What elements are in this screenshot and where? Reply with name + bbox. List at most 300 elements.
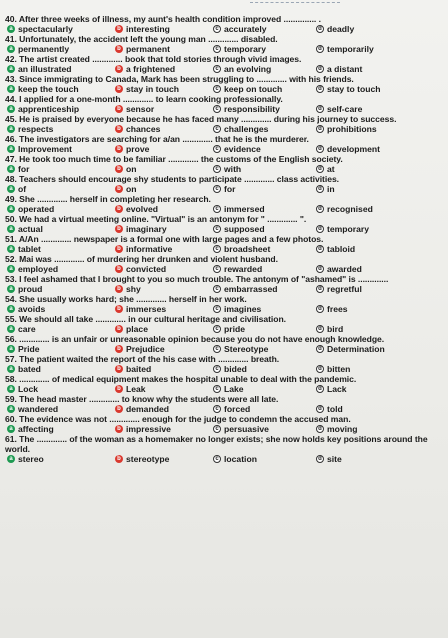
answer-option[interactable] [316,164,436,174]
answer-option[interactable] [115,124,213,134]
option-text: a distant [327,64,363,74]
option-text: persuasive [224,424,269,434]
answer-options [7,44,442,54]
answer-option[interactable] [316,44,436,54]
option-text: of [18,184,27,194]
question-stem: 45. He is praised by everyone because he has faced many ............. during his journey to success. [5,114,397,124]
answer-options [7,124,442,134]
option-letter-badge: c [213,45,221,53]
option-letter-badge: b [115,165,123,173]
option-letter-badge: a [7,305,15,313]
option-letter-badge: c [213,385,221,393]
option-text: Leak [126,384,146,394]
answer-option[interactable] [7,404,115,414]
option-text: bitten [327,364,351,374]
option-letter-badge: d [316,325,324,333]
option-text: demanded [126,404,169,414]
option-letter-badge: a [7,425,15,433]
question-item [5,294,442,314]
option-text: affecting [18,424,54,434]
question-stem: 61. The ............. of the woman as a homemaker no longer exists; she now holds key positions around the world. [5,434,428,454]
option-letter-badge: b [115,305,123,313]
option-text: avoids [18,304,46,314]
option-letter-badge: c [213,245,221,253]
option-letter-badge: b [115,365,123,373]
option-letter-badge: b [115,385,123,393]
option-letter-badge: d [316,345,324,353]
option-letter-badge: d [316,25,324,33]
option-text: apprenticeship [18,104,80,114]
answer-option[interactable] [213,264,316,274]
option-text: on [126,164,137,174]
answer-option[interactable] [316,124,436,134]
answer-option[interactable] [7,104,115,114]
answer-options [7,164,442,174]
option-text: impressive [126,424,171,434]
option-letter-badge: b [115,405,123,413]
answer-option[interactable] [213,164,316,174]
option-text: self-care [327,104,363,114]
option-text: operated [18,204,55,214]
question-item [5,154,442,174]
question-stem: 47. He took too much time to be familiar ............. the customs of the English society. [5,154,343,164]
option-text: Lock [18,384,39,394]
question-item [5,194,442,214]
answer-options [7,324,442,334]
option-letter-badge: b [115,45,123,53]
answer-option[interactable] [316,264,436,274]
option-letter-badge: a [7,145,15,153]
answer-options [7,244,442,254]
answer-option[interactable] [213,384,316,394]
option-text: immersed [224,204,265,214]
option-letter-badge: d [316,405,324,413]
answer-option[interactable] [316,424,436,434]
option-letter-badge: a [7,185,15,193]
question-item [5,54,442,74]
option-letter-badge: a [7,65,15,73]
answer-option[interactable] [115,404,213,414]
option-text: challenges [224,124,269,134]
answer-option[interactable] [213,324,316,334]
option-text: convicted [126,264,167,274]
option-text: responsibility [224,104,280,114]
answer-options [7,304,442,314]
option-text: on [126,184,137,194]
option-text: prohibitions [327,124,377,134]
option-letter-badge: b [115,185,123,193]
question-item [5,254,442,274]
question-stem: 52. Mai was ............. of murdering her drunken and violent husband. [5,254,278,264]
question-stem: 55. We should all take ............. in our cultural heritage and civilisation. [5,314,286,324]
option-letter-badge: b [115,325,123,333]
option-text: tablet [18,244,41,254]
answer-option[interactable] [7,384,115,394]
answer-option[interactable] [115,64,213,74]
answer-option[interactable] [7,84,115,94]
question-stem: 50. We had a virtual meeting online. "Virtual" is an antonym for " ............. ". [5,214,307,224]
option-text: immerses [126,304,167,314]
answer-option[interactable] [115,104,213,114]
option-letter-badge: a [7,165,15,173]
option-letter-badge: a [7,265,15,273]
answer-option[interactable] [115,184,213,194]
answer-option[interactable] [213,144,316,154]
option-text: permanent [126,44,170,54]
answer-options [7,404,442,414]
answer-option[interactable] [213,304,316,314]
option-letter-badge: d [316,185,324,193]
answer-option[interactable] [115,284,213,294]
option-letter-badge: c [213,345,221,353]
option-text: spectacularly [18,24,73,34]
option-text: supposed [224,224,265,234]
answer-option[interactable] [115,204,213,214]
answer-options [7,224,442,234]
option-letter-badge: a [7,245,15,253]
option-letter-badge: b [115,225,123,233]
option-letter-badge: b [115,265,123,273]
option-text: bated [18,364,41,374]
option-letter-badge: b [115,145,123,153]
option-text: keep on touch [224,84,283,94]
option-letter-badge: c [213,265,221,273]
option-letter-badge: d [316,205,324,213]
option-letter-badge: c [213,405,221,413]
answer-option[interactable] [316,224,436,234]
option-letter-badge: a [7,85,15,93]
answer-option[interactable] [213,244,316,254]
answer-option[interactable] [213,24,316,34]
question-item [5,334,442,354]
question-item [5,394,442,414]
question-stem: 58. ............. of medical equipment makes the hospital unable to deal with the pandemic. [5,374,357,384]
option-text: wandered [18,404,59,414]
answer-option[interactable] [213,224,316,234]
option-text: pride [224,324,246,334]
answer-option[interactable] [316,284,436,294]
answer-option[interactable] [115,244,213,254]
answer-option[interactable] [115,424,213,434]
answer-option[interactable] [115,24,213,34]
question-stem: 42. The artist created ............. book that told stories through vivid images. [5,54,302,64]
option-text: tabloid [327,244,356,254]
option-letter-badge: d [316,85,324,93]
option-letter-badge: b [115,285,123,293]
answer-option[interactable] [7,364,115,374]
option-text: prove [126,144,150,154]
option-text: told [327,404,343,414]
question-item [5,354,442,374]
question-item [5,34,442,54]
option-letter-badge: a [7,325,15,333]
answer-option[interactable] [316,344,436,354]
question-item [5,114,442,134]
option-letter-badge: a [7,25,15,33]
answer-options [7,144,442,154]
option-text: in [327,184,335,194]
answer-options [7,384,442,394]
option-text: forced [224,404,251,414]
option-letter-badge: c [213,185,221,193]
option-text: stereotype [126,454,170,464]
question-stem: 60. The evidence was not ............. enough for the judge to condemn the accused man. [5,414,351,424]
option-text: location [224,454,257,464]
option-letter-badge: a [7,385,15,393]
option-text: temporarily [327,44,374,54]
answer-option[interactable] [213,84,316,94]
question-item [5,314,442,334]
answer-options [7,364,442,374]
option-text: Determination [327,344,385,354]
answer-option[interactable] [115,264,213,274]
answer-option[interactable] [7,344,115,354]
answer-option[interactable] [316,144,436,154]
option-text: Pride [18,344,40,354]
answer-option[interactable] [316,324,436,334]
option-text: Stereotype [224,344,269,354]
option-text: Prejudice [126,344,165,354]
option-letter-badge: b [115,425,123,433]
answer-option[interactable] [316,104,436,114]
question-stem: 54. She usually works hard; she ............. herself in her work. [5,294,247,304]
option-text: broadsheet [224,244,271,254]
option-text: embarrassed [224,284,278,294]
answer-option[interactable] [7,164,115,174]
option-text: employed [18,264,59,274]
option-letter-badge: d [316,225,324,233]
option-text: accurately [224,24,267,34]
answer-option[interactable] [213,454,316,464]
option-letter-badge: c [213,165,221,173]
question-item [5,74,442,94]
answer-option[interactable] [213,424,316,434]
answer-option[interactable] [213,124,316,134]
option-letter-badge: c [213,325,221,333]
answer-option[interactable] [115,384,213,394]
answer-option[interactable] [7,204,115,214]
answer-option[interactable] [115,344,213,354]
option-letter-badge: d [316,245,324,253]
answer-option[interactable] [316,454,436,464]
answer-option[interactable] [115,324,213,334]
option-text: chances [126,124,161,134]
option-text: informative [126,244,173,254]
option-letter-badge: d [316,45,324,53]
answer-option[interactable] [115,364,213,374]
answer-options [7,24,442,34]
option-letter-badge: d [316,145,324,153]
option-text: keep the touch [18,84,79,94]
answer-option[interactable] [213,184,316,194]
option-text: recognised [327,204,373,214]
answer-options [7,64,442,74]
question-item [5,234,442,254]
answer-option[interactable] [213,284,316,294]
answer-option[interactable] [213,344,316,354]
answer-option[interactable] [7,144,115,154]
answer-option[interactable] [316,364,436,374]
question-item [5,274,442,294]
question-stem: 59. The head master ............. to know why the students were all late. [5,394,279,404]
option-text: shy [126,284,141,294]
option-text: bided [224,364,247,374]
option-letter-badge: c [213,25,221,33]
option-text: care [18,324,36,334]
option-letter-badge: a [7,225,15,233]
answer-options [7,344,442,354]
option-text: respects [18,124,54,134]
option-text: actual [18,224,43,234]
answer-option[interactable] [316,204,436,214]
option-letter-badge: c [213,305,221,313]
top-dashed-line [250,2,340,3]
option-letter-badge: d [316,125,324,133]
answer-option[interactable] [7,284,115,294]
answer-option[interactable] [213,44,316,54]
option-text: Improvement [18,144,72,154]
option-letter-badge: a [7,345,15,353]
option-text: Lack [327,384,347,394]
answer-option[interactable] [316,404,436,414]
answer-option[interactable] [316,24,436,34]
question-item [5,94,442,114]
answer-options [7,204,442,214]
option-letter-badge: b [115,85,123,93]
option-letter-badge: b [115,455,123,463]
answer-options [7,284,442,294]
question-stem: 46. The investigators are searching for a/an ............. that he is the murderer. [5,134,309,144]
option-letter-badge: b [115,245,123,253]
answer-option[interactable] [7,424,115,434]
answer-options [7,104,442,114]
option-letter-badge: b [115,125,123,133]
option-letter-badge: d [316,385,324,393]
answer-option[interactable] [7,44,115,54]
answer-option[interactable] [316,304,436,314]
option-letter-badge: d [316,65,324,73]
answer-option[interactable] [7,264,115,274]
option-letter-badge: c [213,225,221,233]
question-stem: 51. A/An ............. newspaper is a formal one with large pages and a few photos. [5,234,324,244]
option-letter-badge: d [316,425,324,433]
option-letter-badge: c [213,145,221,153]
answer-option[interactable] [7,24,115,34]
question-stem: 49. She ............. herself in completing her research. [5,194,211,204]
option-letter-badge: a [7,105,15,113]
answer-option[interactable] [7,244,115,254]
option-text: development [327,144,381,154]
question-stem: 53. I feel ashamed that I brought to you so much trouble. The antonym of "ashamed" is ............. [5,274,389,284]
option-text: temporary [224,44,267,54]
answer-options [7,424,442,434]
option-letter-badge: d [316,105,324,113]
answer-option[interactable] [115,304,213,314]
answer-options [7,84,442,94]
question-item [5,134,442,154]
option-letter-badge: d [316,455,324,463]
option-text: stereo [18,454,44,464]
answer-option[interactable] [213,204,316,214]
question-stem: 43. Since immigrating to Canada, Mark has been struggling to ............. with his friends. [5,74,354,84]
option-letter-badge: b [115,205,123,213]
option-text: a frightened [126,64,176,74]
answer-option[interactable] [213,64,316,74]
answer-option[interactable] [115,144,213,154]
answer-option[interactable] [213,404,316,414]
option-letter-badge: a [7,45,15,53]
option-text: bird [327,324,344,334]
answer-option[interactable] [115,164,213,174]
option-letter-badge: d [316,305,324,313]
answer-option[interactable] [115,84,213,94]
answer-option[interactable] [7,454,115,464]
option-letter-badge: c [213,85,221,93]
option-text: site [327,454,342,464]
answer-options [7,454,442,464]
option-text: evidence [224,144,261,154]
option-letter-badge: d [316,285,324,293]
option-letter-badge: d [316,165,324,173]
option-letter-badge: c [213,285,221,293]
option-text: permanently [18,44,70,54]
answer-option[interactable] [115,44,213,54]
option-text: an evolving [224,64,272,74]
answer-option[interactable] [7,224,115,234]
answer-option[interactable] [115,224,213,234]
question-stem: 48. Teachers should encourage shy students to participate ............. class activities. [5,174,340,184]
option-text: proud [18,284,43,294]
answer-option[interactable] [316,84,436,94]
answer-option[interactable] [7,184,115,194]
option-letter-badge: c [213,105,221,113]
option-text: stay in touch [126,84,180,94]
question-item [5,214,442,234]
option-text: with [224,164,242,174]
option-text: deadly [327,24,355,34]
question-item [5,14,442,34]
option-letter-badge: d [316,365,324,373]
option-letter-badge: d [316,265,324,273]
answer-option[interactable] [115,454,213,464]
question-stem: 56. ............. is an unfair or unreasonable opinion because you do not have enough knowledge. [5,334,385,344]
answer-option[interactable] [7,324,115,334]
answer-option[interactable] [316,244,436,254]
option-text: temporary [327,224,370,234]
option-text: sensor [126,104,155,114]
question-item [5,434,442,464]
option-text: awarded [327,264,362,274]
answer-option[interactable] [7,124,115,134]
option-text: frees [327,304,348,314]
answer-option[interactable] [213,364,316,374]
answer-option[interactable] [316,184,436,194]
answer-option[interactable] [7,64,115,74]
question-stem: 41. Unfortunately, the accident left the young man ............. disabled. [5,34,278,44]
answer-option[interactable] [7,304,115,314]
option-text: imagines [224,304,262,314]
answer-options [7,184,442,194]
answer-option[interactable] [213,104,316,114]
answer-option[interactable] [316,384,436,394]
option-letter-badge: a [7,455,15,463]
option-text: Lake [224,384,244,394]
answer-option[interactable] [316,64,436,74]
option-text: for [18,164,30,174]
option-letter-badge: c [213,65,221,73]
option-letter-badge: a [7,365,15,373]
question-stem: 40. After three weeks of illness, my aunt's health condition improved .............. . [5,14,321,24]
